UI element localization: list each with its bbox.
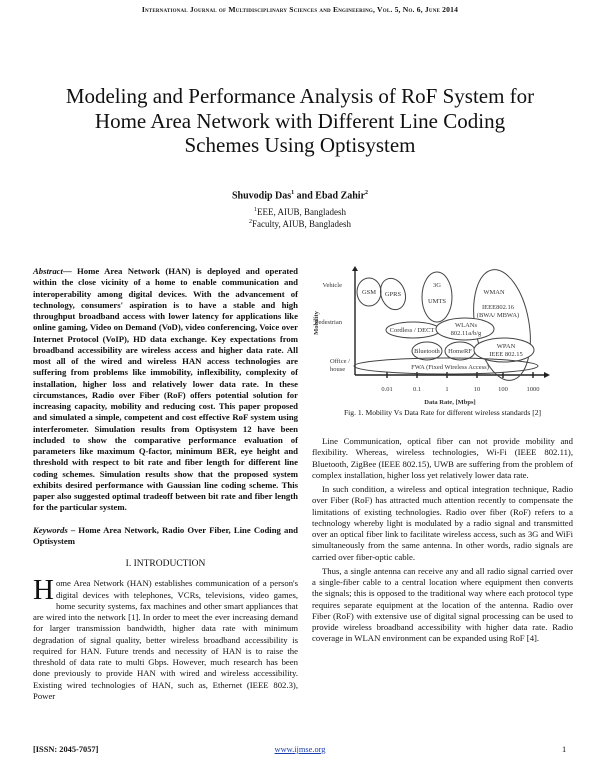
- label-ieee80216: IEEE802.16: [482, 304, 514, 311]
- journal-header: International Journal of Multidisciplinary Sciences and Engineering, Vol. 5, No. 6, June 2014: [141, 5, 459, 14]
- figure-caption: Fig. 1. Mobility Vs Data Rate for different wireless standards [2]: [343, 408, 542, 417]
- author-1-sup: 1: [291, 190, 295, 196]
- abstract: [33, 266, 298, 514]
- y-axis-label: Mobility: [313, 311, 320, 335]
- abstract-label: Abstract: [33, 266, 63, 276]
- label-fwa: FWA (Fixed Wireless Access): [411, 364, 489, 371]
- y-level-office: Office /: [330, 358, 350, 365]
- left-column: [33, 266, 298, 702]
- aff-sup: 1: [254, 207, 257, 213]
- abstract-text: — Home Area Network (HAN) is deployed and operated within the close vicinity of a home to enable communication and interoperability among digital devices. With the advancement of technology, consumers' aspiration is to have a stable and high throughput broadband access with lower latency for applications like online gaming, Video on Demand (VoD), video conferencing, Voice over Internet Protocol (VoIP), HD data exchange. Key expectations from broadband accessibility are wireless access and higher data rate. All most all of the wired and wireless HAN access technologies are suffering from problems like immobility, inflexibility, complexity of installation, higher loss and relatively lower data rate. In these circumstances, Radio over Fiber (RoF) offers potential solution for increasing capacity, mobility and reducing cost. This paper proposed and simulated a simple, competent and cost effective RoF system using interferometer. Simulation results from Optisystem 12 have been included to show the comparative performance evaluation of parameters like maximum Q-factor, minimum BER, eye height and threshold with respect to bit rate and fiber length for different line coding schemes. Simulation results show that the proposed system exhibits desired performance with Gaussian line coding scheme. This paper also suggested optimal tradeoff between bit rate and fiber length for the particular system.: [33, 266, 298, 513]
- aff-text: Faculty, AIUB, Bangladesh: [252, 219, 351, 229]
- author-and: and: [294, 190, 316, 202]
- intro-text: ome Area Network (HAN) establishes communication of a person's digital devices with telephones, VCRs, televisions, video games, home security systems, fax machines and other smart appliances that are wired into the network [1]. In order to meet the ever increasing demand for larger transmission bandwidth, higher data rate with minimum degradation of signal quality, better wireless broadband accessibility is required for HAN. Future trends and necessity of HAN is to raise the threshold of data rate to multi Gbps. However, much research has been done previously to provide HAN with wired and wireless accessibility. Existing wired technologies of HAN, such as, Ethernet (IEEE 802.3), Power: [33, 578, 298, 701]
- paragraph: Thus, a single antenna can receive any and all radio signal carried over a single-fiber cable to a central location where equipment then converts the signals; this is opposed to the traditional way where each protocol type requires separate equipment at the location of the antenna. Radio over Fiber (RoF) with extensive use of digital signal processing can be used to provide wireless broadband accessibility with higher data rate. Radio coverage in WLAN environment can be expanded using RoF [4].: [312, 565, 573, 644]
- label-80211: 802.11a/b/g: [450, 330, 482, 337]
- aff-sup: 2: [249, 219, 253, 225]
- x-tick-label: 0.01: [381, 386, 393, 393]
- keywords-label: Keywords: [33, 524, 68, 535]
- umts-region: [422, 272, 452, 322]
- x-tick-label: 100: [498, 386, 508, 393]
- y-level-vehicle: Vehicle: [322, 282, 342, 289]
- aff-text: EEE, AIUB, Bangladesh: [257, 207, 346, 217]
- x-tick-label: 10: [473, 386, 481, 393]
- label-gsm: GSM: [361, 289, 377, 296]
- keywords-text: – Home Area Network, Radio Over Fiber, Line Coding and Optisystem: [33, 524, 298, 546]
- keywords: [33, 525, 298, 548]
- label-cordless: Cordless / DECT: [389, 327, 435, 334]
- y-level-pedestrian: Pedestrian: [314, 319, 342, 326]
- paragraph: In such condition, a wireless and optical integration technique, Radio over Fiber (RoF) has attracted much attention recently to compensate the limitations of existing technologies. Radio over fiber (RoF) refers to a technology whereby light is modulated by a radio signal and transmitted over an optical fiber link to facilitate wireless access, such as 3G and WiFi simultaneously from the same antenna. In other words, radio signals are carried over fiber-optic cable.: [312, 484, 573, 562]
- x-tick-label: 0.1: [412, 386, 422, 393]
- journal-url-link[interactable]: www.ijmse.org: [274, 745, 326, 754]
- label-homerf: HomeRF: [448, 348, 472, 355]
- label-wlans: WLANs: [454, 322, 478, 329]
- intro-paragraph: [33, 574, 298, 702]
- label-wman: WMAN: [483, 289, 505, 296]
- affiliation-2: [0, 219, 600, 229]
- author-2-sup: 2: [365, 190, 369, 196]
- paper-title: Modeling and Performance Analysis of RoF System for Home Area Network with Different Line Coding Schemes Using Optisystem: [65, 84, 535, 157]
- x-axis-arrow: [544, 372, 550, 378]
- label-3g: 3G: [433, 282, 441, 289]
- section-heading: I. INTRODUCTION: [125, 559, 206, 569]
- x-tick-label: 1000: [526, 386, 540, 393]
- label-bluetooth: Bluetooth: [414, 348, 440, 355]
- label-ieee80215: IEEE 802.15: [489, 351, 523, 358]
- issn: [ISSN: 2045-7057]: [33, 745, 99, 754]
- x-axis-label: Data Rate, [Mbps]: [424, 399, 476, 406]
- page-number: 1: [562, 745, 567, 754]
- authors: [0, 190, 600, 201]
- y-axis-arrow: [352, 266, 358, 271]
- y-level-house: house: [330, 366, 346, 373]
- x-tick-label: 1: [445, 386, 449, 393]
- affiliation-1: [0, 207, 600, 217]
- right-column: [312, 436, 573, 645]
- label-wpan: WPAN: [496, 343, 516, 350]
- author-1: Shuvodip Das: [231, 190, 292, 202]
- label-bwa: (BWA/ MBWA): [476, 312, 520, 319]
- label-gprs: GPRS: [384, 291, 402, 298]
- paragraph: Line Communication, optical fiber can not provide mobility and flexibility. Whereas, wireless technologies, Wi-Fi (IEEE 802.11), Bluetooth, ZigBee (IEEE 802.15), UWB are suffering from the problem of complex installation, higher loss yet relatively lower data rate.: [312, 436, 573, 480]
- mobility-vs-datarate-figure: [310, 265, 570, 407]
- drop-cap: H: [33, 574, 54, 607]
- author-2: Ebad Zahir: [315, 190, 366, 202]
- label-umts: UMTS: [427, 298, 447, 305]
